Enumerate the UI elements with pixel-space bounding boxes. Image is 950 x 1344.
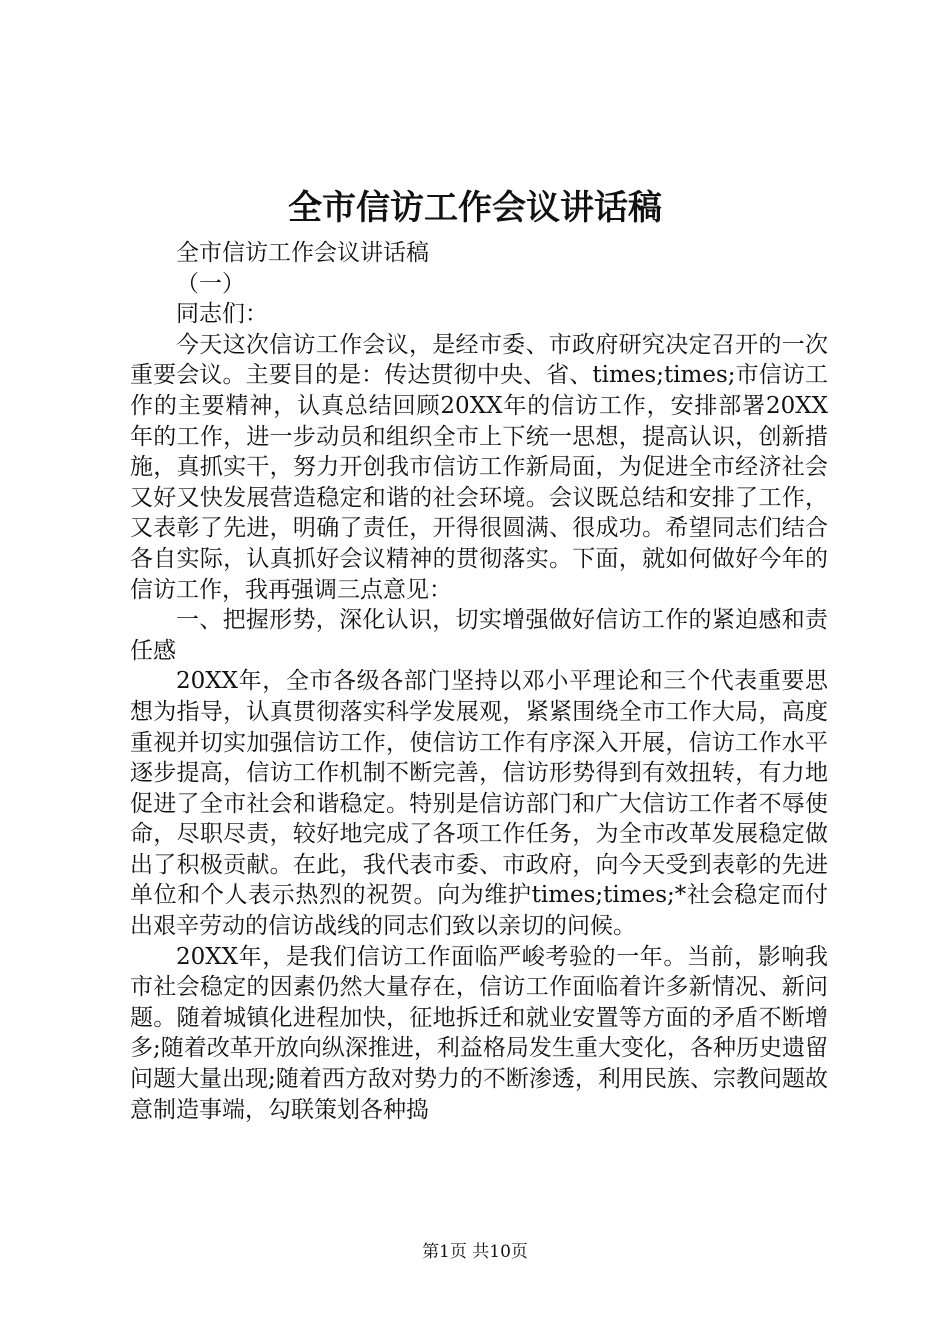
page-number-footer: 第1页 共10页 xyxy=(422,1242,528,1262)
paragraph-salutation: 同志们： xyxy=(176,301,268,328)
document-body xyxy=(130,238,828,1125)
paragraph-situation: 20XX年，是我们信访工作面临严峻考验的一年。当前，影响我市社会稳定的因素仍然大量存在，信访工作面临着许多新情况、新问题。随着城镇化进程加快，征地拆迁和就业安置等方面的矛盾不断增多;随着改革开放向纵深推进，利益格局发生重大变化，各种历史遗留问题大量出现;随着西方敌对势力的不断渗透，利用民族、宗教问题故意制造事端，勾联策划各种捣 xyxy=(130,943,828,1123)
paragraph-subtitle: 全市信访工作会议讲话稿 xyxy=(176,240,429,266)
document-title: 全市信访工作会议讲话稿 xyxy=(288,188,662,228)
paragraph-heading-one: 一、把握形势，深化认识，切实增强做好信访工作的紧迫感和责任感 xyxy=(130,607,828,664)
paragraph-review: 20XX年，全市各级各部门坚持以邓小平理论和三个代表重要思想为指导，认真贯彻落实科学发展观，紧紧围绕全市工作大局，高度重视并切实加强信访工作，使信访工作有序深入开展，信访工作水平逐步提高，信访工作机制不断完善，信访形势得到有效扭转，有力地促进了全市社会和谐稳定。特别是信访部门和广大信访工作者不辱使命，尽职尽责，较好地完成了各项工作任务，为全市改革发展稳定做出了积极贡献。在此，我代表市委、市政府，向今天受到表彰的先进单位和个人表示热烈的祝贺。向为维护times;times;*社会稳定而付出艰辛劳动的信访战线的同志们致以亲切的问候。 xyxy=(130,668,828,940)
paragraph-intro: 今天这次信访工作会议，是经市委、市政府研究决定召开的一次重要会议。主要目的是：传达贯彻中央、省、times;times;市信访工作的主要精神，认真总结回顾20XX年的信访工作，安排部署20XX年的工作，进一步动员和组织全市上下统一思想，提高认识，创新措施，真抓实干，努力开创我市信访工作新局面，为促进全市经济社会又好又快发展营造稳定和谐的社会环境。会议既总结和安排了工作，又表彰了先进，明确了责任，开得很圆满、很成功。希望同志们结合各自实际，认真抓好会议精神的贯彻落实。下面，就如何做好今年的信访工作，我再强调三点意见： xyxy=(130,331,828,603)
paragraph-section-number: （一） xyxy=(176,270,245,297)
